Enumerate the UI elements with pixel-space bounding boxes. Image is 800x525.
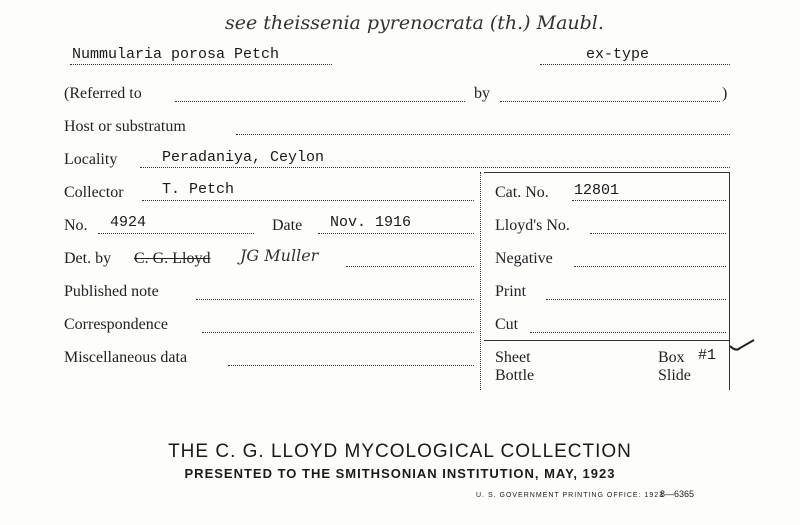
correspondence-label: Correspondence: [64, 316, 168, 333]
by-label: by: [474, 85, 490, 102]
date-label: Date: [272, 217, 303, 234]
right-box-edge: [729, 172, 730, 390]
right-box-top: [484, 172, 730, 173]
handwritten-annotation: see theissenia pyrenocrata (th.) Maubl.: [225, 12, 604, 34]
form-number: 8—6365: [660, 489, 695, 499]
footer-title: THE C. G. LLOYD MYCOLOGICAL COLLECTION: [168, 441, 632, 462]
referred-label: (Referred to: [64, 85, 142, 102]
specimen-name: Nummularia porosa Petch: [72, 46, 280, 63]
right-box-divider: [480, 172, 481, 390]
print-label: Print: [495, 283, 527, 300]
locality-line: [140, 167, 730, 168]
det-by-label: Det. by: [64, 250, 112, 267]
print-line: [546, 299, 726, 300]
sheet-label: Sheet: [495, 349, 531, 366]
cut-line: [530, 332, 726, 333]
number-label: No.: [64, 217, 88, 234]
host-line: [236, 134, 730, 135]
published-note-line: [196, 299, 474, 300]
date-line: [318, 233, 474, 234]
bottle-label: Bottle: [495, 367, 535, 384]
type-note-line: [540, 64, 730, 65]
box-value: #1: [698, 347, 717, 364]
correspondence-line: [202, 332, 474, 333]
det-by-line: [346, 266, 474, 267]
collector-value: T. Petch: [162, 181, 235, 198]
lloyds-no-label: Lloyd's No.: [495, 217, 570, 234]
collector-label: Collector: [64, 184, 124, 201]
cat-no-label: Cat. No.: [495, 184, 549, 201]
number-value: 4924: [110, 214, 147, 231]
referred-line: [175, 101, 465, 102]
footer-subtitle: PRESENTED TO THE SMITHSONIAN INSTITUTION, MAY, 1923: [184, 466, 616, 481]
right-box-lower-divider: [484, 340, 730, 341]
negative-line: [574, 266, 726, 267]
cut-label: Cut: [495, 316, 519, 333]
miscellaneous-label: Miscellaneous data: [64, 349, 188, 366]
cat-no-value: 12801: [574, 182, 620, 199]
number-line: [98, 233, 254, 234]
negative-label: Negative: [495, 250, 553, 267]
slide-label: Slide: [658, 367, 691, 384]
det-by-struck: C. G. Lloyd: [134, 250, 211, 267]
date-value: Nov. 1916: [330, 214, 412, 231]
published-note-label: Published note: [64, 283, 159, 300]
lloyds-no-line: [590, 233, 726, 234]
det-by-handwritten: JG Muller: [240, 246, 319, 265]
by-line: [500, 101, 720, 102]
referred-close: ): [722, 85, 728, 102]
specimen-name-line: [70, 64, 332, 65]
miscellaneous-line: [228, 365, 474, 366]
type-note: ex-type: [586, 46, 650, 63]
locality-value: Peradaniya, Ceylon: [162, 149, 325, 166]
check-mark-icon: [728, 338, 756, 352]
collector-line: [142, 200, 474, 201]
cat-no-line: [572, 200, 726, 201]
host-label: Host or substratum: [64, 118, 186, 135]
printer-credit: U. S. GOVERNMENT PRINTING OFFICE: 1923: [476, 492, 665, 499]
locality-label: Locality: [64, 151, 118, 168]
box-label: Box: [658, 349, 685, 366]
